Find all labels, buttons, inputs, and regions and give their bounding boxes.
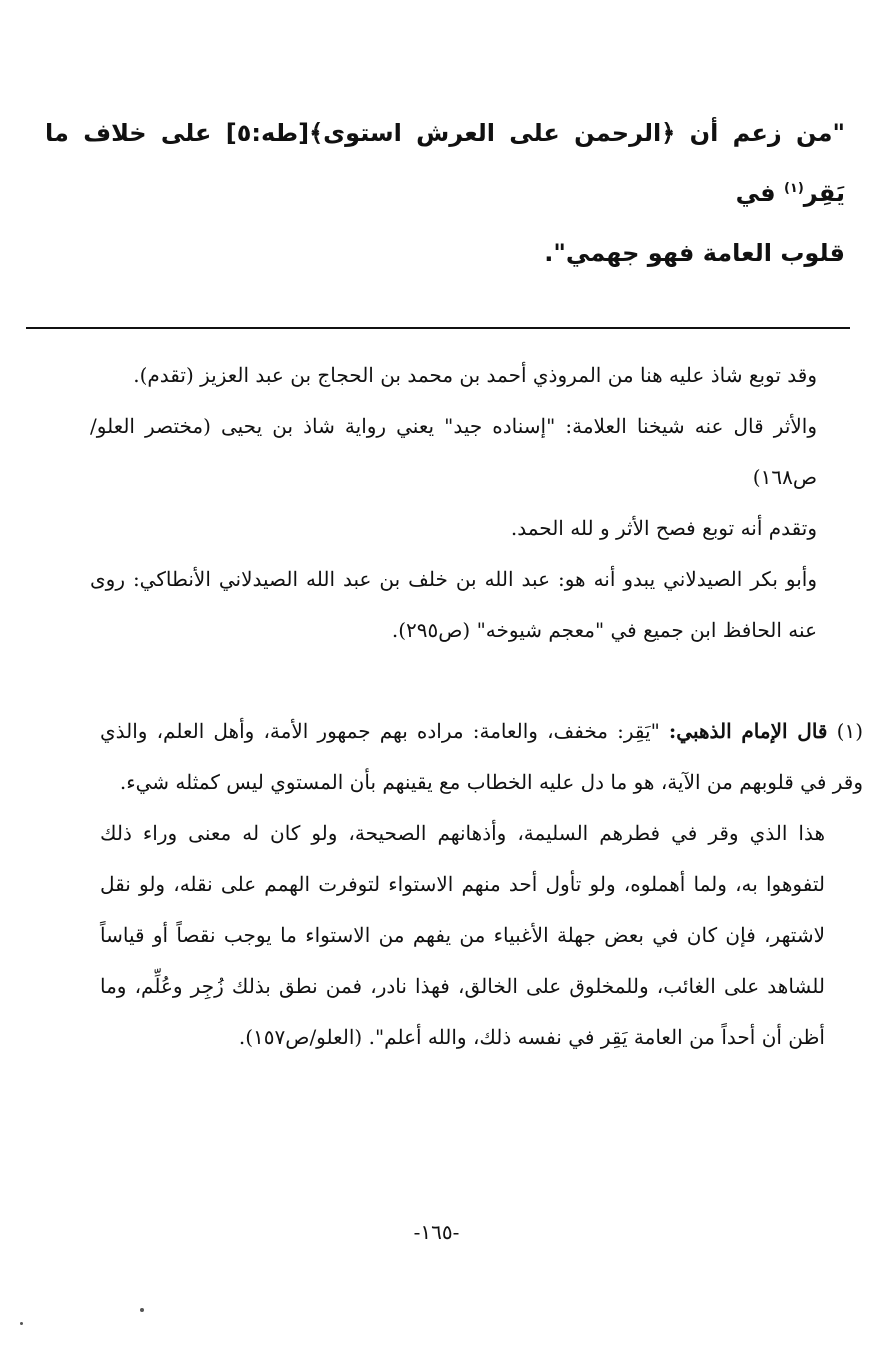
- main-line1-end: في: [735, 179, 784, 207]
- footnote-1-marker: (١): [836, 719, 864, 743]
- footnote-1-paragraph: [100, 706, 863, 808]
- main-paragraph: [45, 103, 845, 223]
- footnote-divider: [26, 327, 850, 329]
- footnote-ref-1: (١): [783, 181, 804, 196]
- footnote-paragraph-4: وأبو بكر الصيدلاني يبدو أنه هو: عبد الله بن خلف بن عبد الله الصيدلاني الأنطاكي: روى عنه الحافظ ابن جميع في "معجم شيوخه" (ص٢٩٥).: [90, 567, 817, 642]
- footnote-1-text: "يَقِر: مخفف، والعامة: مراده بهم جمهور الأمة، وأهل العلم، والذي وقر في قلوبهم من الآية، هو ما دل عليه الخطاب مع يقينهم بأن المستوي ليس كمثله شيء.: [100, 719, 863, 794]
- footnote-paragraph-3: وتقدم أنه توبع فصح الأثر و لله الحمد.: [510, 516, 817, 540]
- footnote-1: [100, 706, 863, 1063]
- scan-speck: [140, 1308, 144, 1312]
- main-text: [45, 103, 845, 283]
- footnote-1-speaker: قال الإمام الذهبي:: [668, 719, 828, 743]
- scan-speck: [20, 1322, 23, 1325]
- main-line1-text: "من زعم أن ﴿الرحمن على العرش استوى﴾[طه:٥] على خلاف ما يَقِر: [45, 119, 846, 207]
- footnote-paragraph-2: والأثر قال عنه شيخنا العلامة: "إسناده جيد" يعني رواية شاذ بن يحيى (مختصر العلو/ص١٦٨): [90, 414, 818, 489]
- footnote-paragraph-1: وقد توبع شاذ عليه هنا من المروذي أحمد بن محمد بن الحجاج بن عبد العزيز (تقدم).: [133, 363, 817, 387]
- main-line2: قلوب العامة فهو جهمي".: [544, 239, 845, 267]
- footnotes-block: [90, 350, 817, 656]
- footnote-1-paragraph-2: هذا الذي وقر في فطرهم السليمة، وأذهانهم الصحيحة، ولو كان له معنى وراء ذلك لتفوهوا به، ولما أهملوه، ولو تأول أحد منهم الاستواء لتوفرت الهمم على نقله، ولو نقل لاشتهر، فإن كان في بعض جهلة الأغبياء من يفهم من الاستواء ما يوجب نقصاً أو قياساً للشاهد على الغائب، وللمخلوق على الخالق، فهذا نادر، فمن نطق بذلك زُجِر وعُلِّم، وما أظن أن أحداً من العامة يَقِر في نفسه ذلك، والله أعلم". (العلو/ص١٥٧).: [100, 821, 825, 1049]
- page-number: -١٦٥-: [413, 1220, 460, 1244]
